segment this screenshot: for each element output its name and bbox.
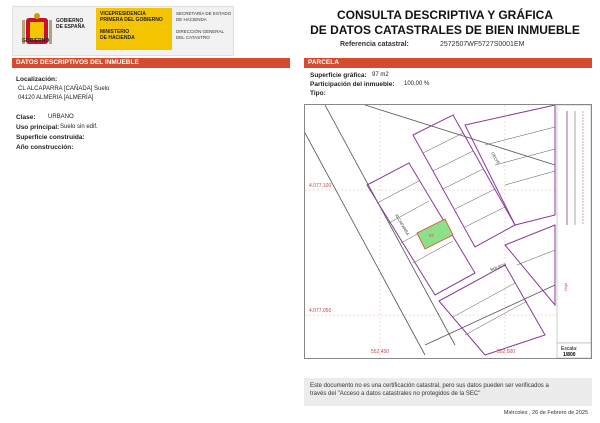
ministry-bar: VICEPRESIDENCIA PRIMERA DEL GOBIERNO MINISTERIO DE HACIENDA [96, 8, 172, 50]
uso-value: Suelo sin edif. [60, 124, 98, 130]
superficie-construida-label: Superficie construida: [16, 134, 85, 141]
street-label-alcaparra: ALCAPARRA [394, 213, 411, 237]
address-line2: 04120 ALMERIA [ALMERÍA] [18, 95, 94, 101]
page-title-line1: CONSULTA DESCRIPTIVA Y GRÁFICA [336, 8, 553, 22]
uso-label: Uso principal: [16, 124, 60, 131]
clase-label: Clase: [16, 114, 36, 121]
ref-label: Referencia catastral: [340, 41, 409, 48]
gobierno-label: GOBIERNO DE ESPAÑA [56, 18, 85, 30]
page-title-line2: DE DATOS CATASTRALES DE BIEN INMUEBLE [310, 23, 580, 37]
cadastral-map[interactable] [304, 104, 592, 359]
footer-date: Miércoles , 26 de Febrero de 2025 [503, 410, 588, 416]
coord-x2: 552.500 [497, 349, 516, 355]
scale-value: 1/800 [563, 352, 576, 358]
sup-grafica-value: 97 m2 [372, 72, 389, 78]
notice-line2: través del "Acceso a datos catastrales no protegidos de la SEC" [310, 391, 481, 397]
map-svg [305, 105, 591, 358]
coord-x1: 552.450 [371, 349, 390, 355]
coord-y1: 4.077.100 [309, 183, 332, 189]
address-line1: CL ALCAPARRA [CAÑADA] Suelo [18, 86, 110, 92]
anio-construccion-label: Año construcción: [16, 144, 74, 151]
street-label-gelve: GELVE [490, 151, 501, 165]
selected-parcel[interactable] [417, 219, 453, 249]
participacion-label: Participación del inmueble: [310, 81, 395, 88]
hoja-label: Hoja [563, 282, 568, 291]
secretaria-text: SECRETARÍA DE ESTADO DE HACIENDA DIRECCIÓN GENERAL DEL CATASTRO [176, 11, 232, 40]
gobierno-text: GOBIERNO [22, 38, 50, 44]
coord-y2: 4.077.050 [309, 308, 332, 314]
notice-line1: Este documento no es una certificación catastral, pero sus datos pueden ser verificados a [310, 383, 549, 389]
clase-value: URBANO [48, 114, 74, 120]
verification-notice [304, 378, 592, 406]
localizacion-label: Localización: [16, 76, 58, 83]
tipo-label: Tipo: [310, 90, 326, 97]
descriptive-data-bar: DATOS DESCRIPTIVOS DEL INMUEBLE [12, 58, 290, 68]
sup-grafica-label: Superficie gráfica: [310, 72, 367, 79]
street-label-bolaos: BOLAOS [489, 261, 507, 272]
participacion-value: 100,00 % [404, 81, 430, 87]
scale-label: Escala: [561, 346, 578, 352]
ref-value: 2572507WF5727S0001EM [440, 41, 525, 48]
parcel-number: 07 [429, 233, 435, 238]
parcela-bar: PARCELA [304, 58, 592, 68]
